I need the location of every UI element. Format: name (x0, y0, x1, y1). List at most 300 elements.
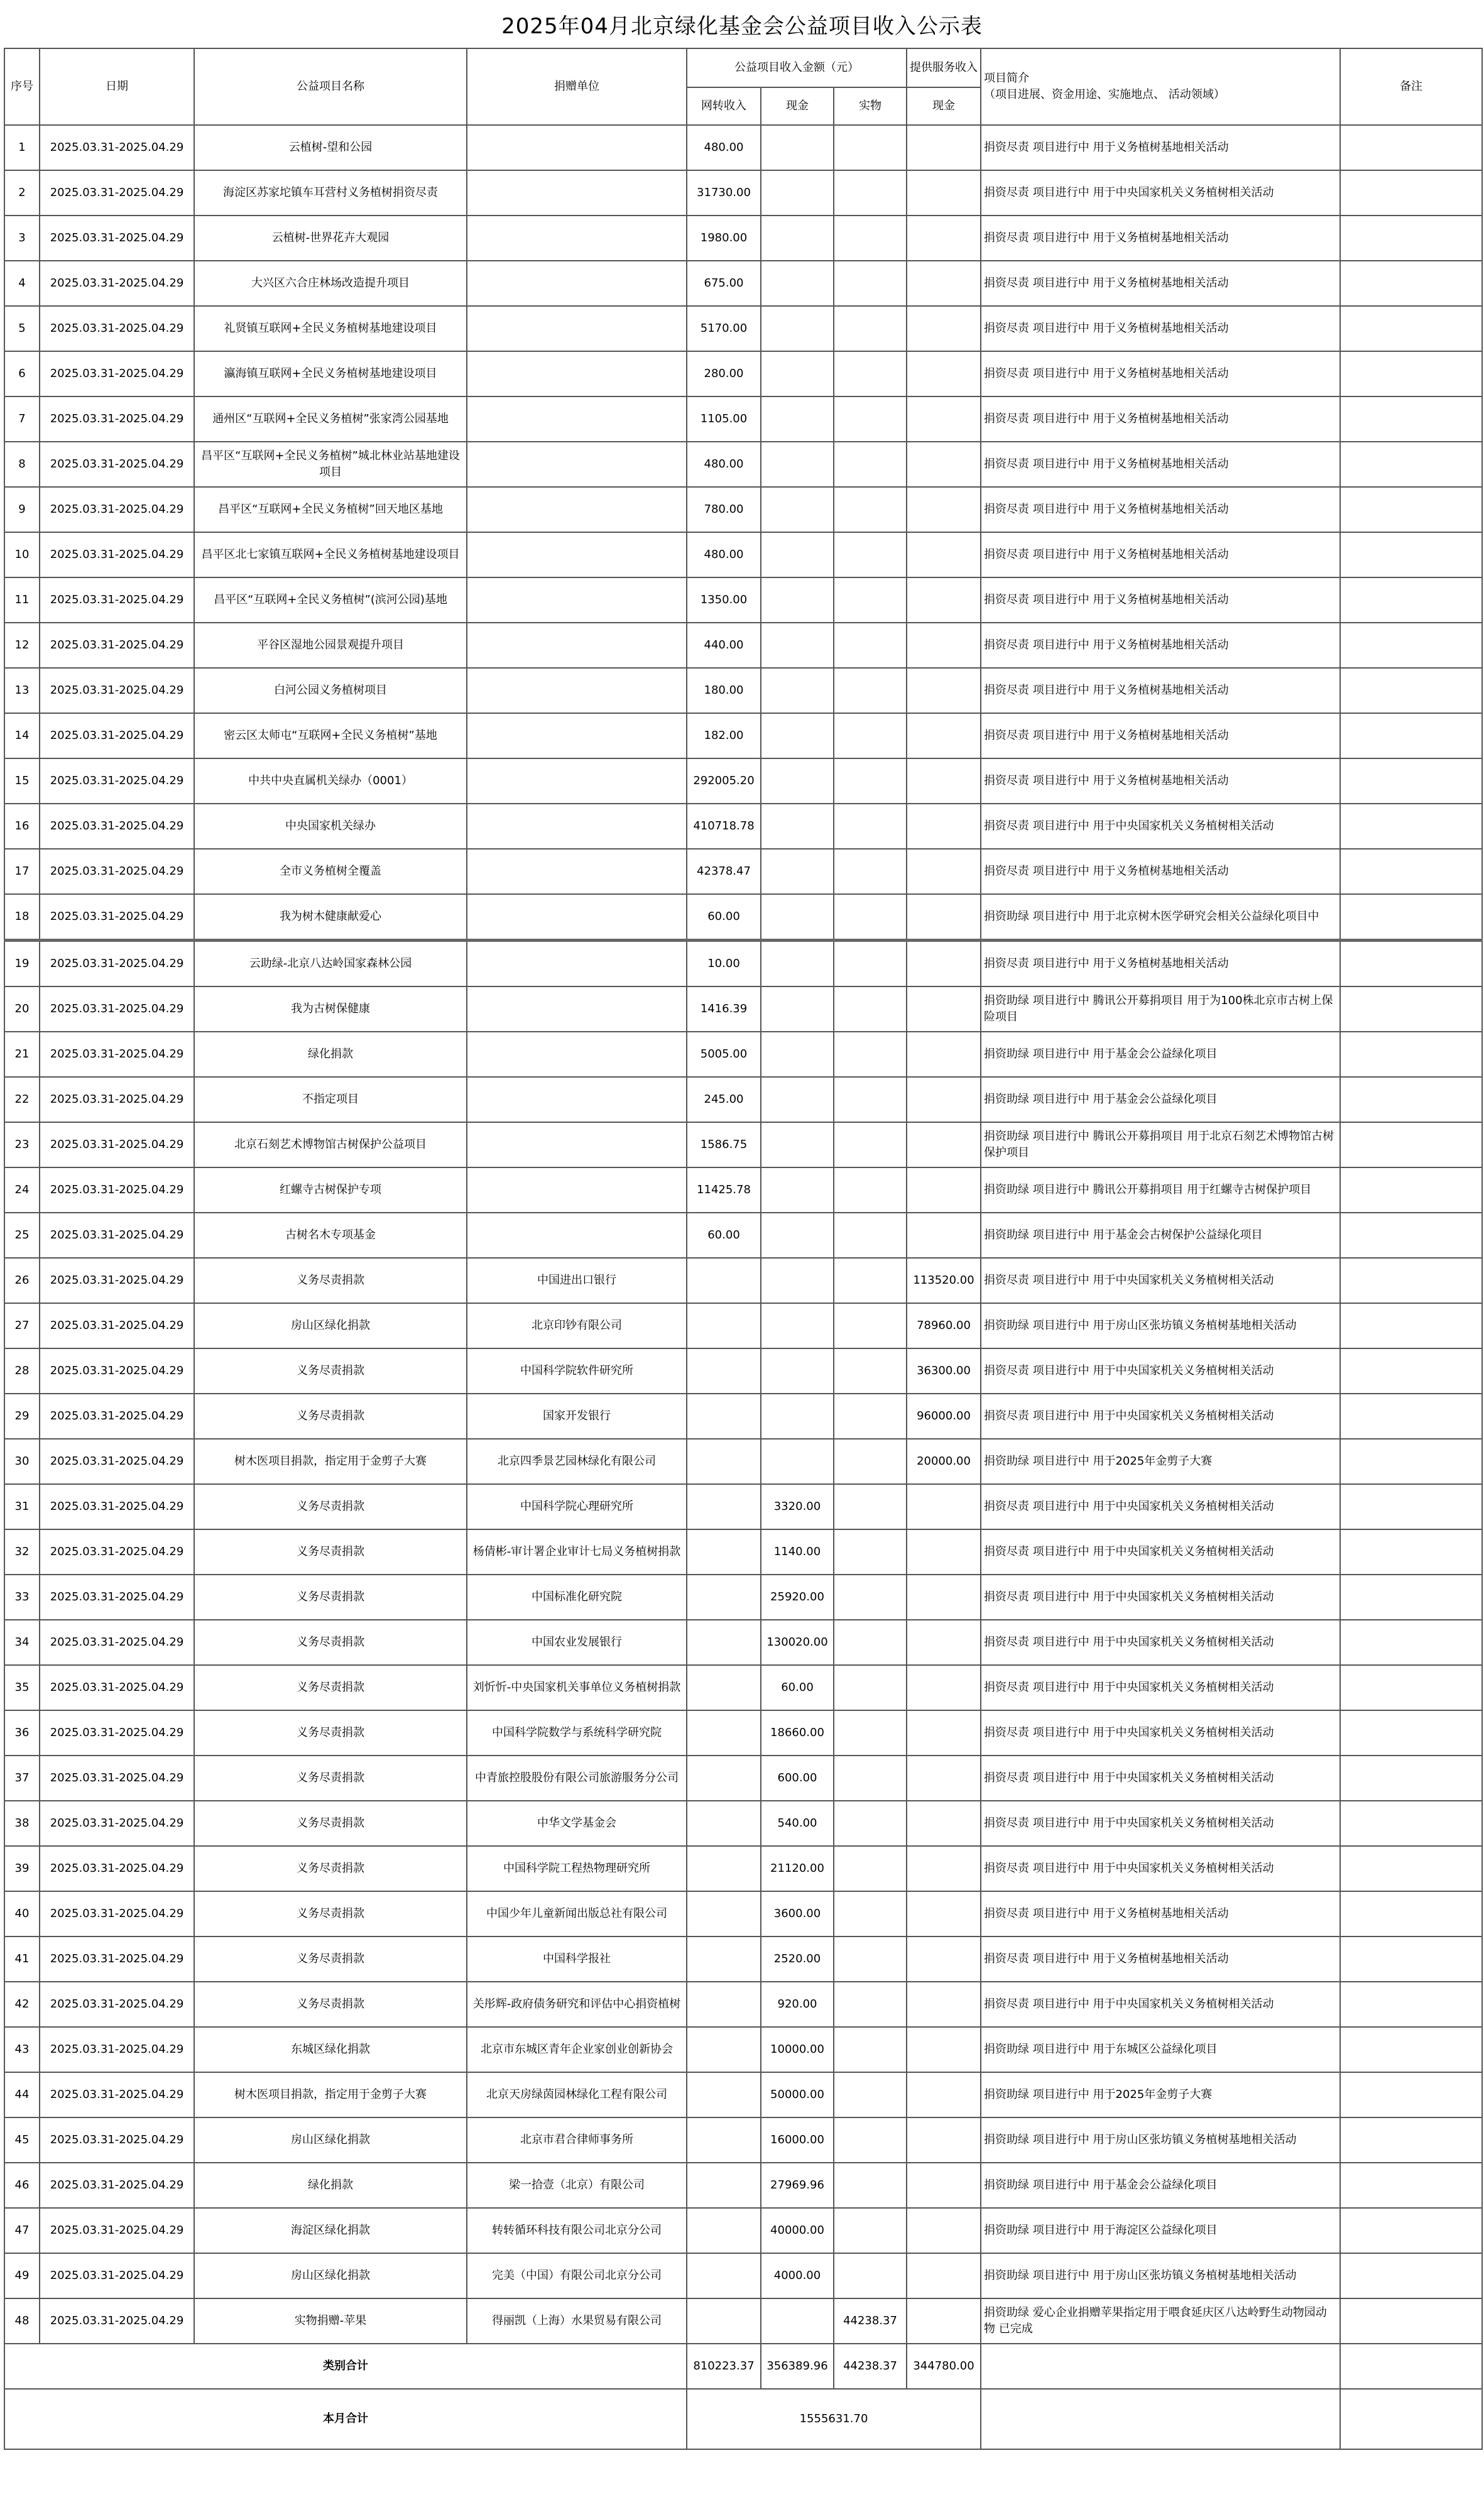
cell-online: 410718.78 (687, 804, 761, 849)
cell-remark (1340, 2117, 1482, 2163)
cell-donor (467, 577, 687, 623)
cell-goods (834, 261, 907, 306)
cell-description: 捐资尽责 项目进行中 用于中央国家机关义务植树相关活动 (981, 1258, 1340, 1303)
cell-service: 78960.00 (907, 1303, 981, 1348)
cell-date: 2025.03.31-2025.04.29 (40, 261, 194, 306)
cell-seq: 13 (4, 668, 40, 713)
cell-date: 2025.03.31-2025.04.29 (40, 623, 194, 668)
cell-goods (834, 1891, 907, 1937)
cell-donor (467, 894, 687, 941)
cell-online (687, 2117, 761, 2163)
cell-online (687, 1846, 761, 1891)
cell-cash (761, 216, 834, 261)
cell-cash (761, 1258, 834, 1303)
cell-cash (761, 1077, 834, 1122)
cell-online: 5005.00 (687, 1032, 761, 1077)
cell-cash (761, 396, 834, 442)
cell-date: 2025.03.31-2025.04.29 (40, 894, 194, 941)
header-description (981, 48, 1340, 125)
cell-cash (761, 1213, 834, 1258)
cell-description: 捐资尽责 项目进行中 用于中央国家机关义务植树相关活动 (981, 1756, 1340, 1801)
cell-goods (834, 986, 907, 1032)
cell-date: 2025.03.31-2025.04.29 (40, 1394, 194, 1439)
cell-seq: 20 (4, 986, 40, 1032)
cell-remark (1340, 2072, 1482, 2117)
cell-remark (1340, 1077, 1482, 1122)
cell-date: 2025.03.31-2025.04.29 (40, 125, 194, 170)
cell-goods (834, 2117, 907, 2163)
cell-online (687, 1937, 761, 1982)
cell-donor (467, 532, 687, 577)
cell-online: 11425.78 (687, 1167, 761, 1213)
cell-online (687, 1710, 761, 1756)
cell-description: 捐资尽责 项目进行中 用于义务植树基地相关活动 (981, 396, 1340, 442)
cell-cash: 3320.00 (761, 1484, 834, 1529)
cell-project: 树木医项目捐款，指定用于金剪子大赛 (194, 2072, 467, 2117)
cell-date: 2025.03.31-2025.04.29 (40, 1891, 194, 1937)
table-row (4, 1303, 1482, 1348)
cell-project: 房山区绿化捐款 (194, 2253, 467, 2298)
cell-service (907, 2027, 981, 2072)
cell-project: 义务尽责捐款 (194, 1937, 467, 1982)
cell-seq: 32 (4, 1529, 40, 1575)
cell-date: 2025.03.31-2025.04.29 (40, 1303, 194, 1348)
cell-project: 古树名木专项基金 (194, 1213, 467, 1258)
cell-description: 捐资尽责 项目进行中 用于义务植树基地相关活动 (981, 713, 1340, 758)
cell-cash: 2520.00 (761, 1937, 834, 1982)
cell-project: 礼贤镇互联网+全民义务植树基地建设项目 (194, 306, 467, 351)
cell-cash (761, 170, 834, 216)
category-total-label: 类别合计 (4, 2344, 687, 2389)
cell-online: 10.00 (687, 941, 761, 987)
cell-cash: 920.00 (761, 1982, 834, 2027)
cell-project: 义务尽责捐款 (194, 1801, 467, 1846)
cell-online (687, 1756, 761, 1801)
cell-service (907, 442, 981, 487)
cell-remark (1340, 261, 1482, 306)
cell-project: 义务尽责捐款 (194, 1484, 467, 1529)
cell-cash: 600.00 (761, 1756, 834, 1801)
cell-seq: 37 (4, 1756, 40, 1801)
cell-donor: 北京印钞有限公司 (467, 1303, 687, 1348)
cell-service: 96000.00 (907, 1394, 981, 1439)
cell-goods (834, 1846, 907, 1891)
cell-seq: 23 (4, 1122, 40, 1167)
cell-description: 捐资尽责 项目进行中 用于义务植树基地相关活动 (981, 125, 1340, 170)
cell-remark (1340, 1122, 1482, 1167)
cell-donor (467, 1122, 687, 1167)
table-row (4, 986, 1482, 1032)
cell-project: 树木医项目捐款，指定用于金剪子大赛 (194, 1439, 467, 1484)
table-row (4, 1077, 1482, 1122)
cell-seq: 41 (4, 1937, 40, 1982)
cell-seq: 9 (4, 487, 40, 532)
cell-seq: 28 (4, 1348, 40, 1394)
cell-cash (761, 2298, 834, 2344)
cell-date: 2025.03.31-2025.04.29 (40, 396, 194, 442)
category-total-desc (981, 2344, 1340, 2389)
cell-project: 绿化捐款 (194, 2163, 467, 2208)
cell-online: 280.00 (687, 351, 761, 396)
cell-donor: 中华文学基金会 (467, 1801, 687, 1846)
cell-cash: 60.00 (761, 1665, 834, 1710)
cell-cash (761, 125, 834, 170)
cell-seq: 27 (4, 1303, 40, 1348)
header-date: 日期 (40, 48, 194, 125)
cell-goods (834, 1529, 907, 1575)
cell-seq: 38 (4, 1801, 40, 1846)
table-row (4, 532, 1482, 577)
table-row (4, 577, 1482, 623)
cell-date: 2025.03.31-2025.04.29 (40, 1348, 194, 1394)
cell-goods (834, 623, 907, 668)
header-row-1 (4, 48, 1482, 87)
table-row (4, 2253, 1482, 2298)
cell-service (907, 1529, 981, 1575)
cell-seq: 39 (4, 1846, 40, 1891)
cell-cash (761, 941, 834, 987)
cell-donor (467, 1213, 687, 1258)
header-seq: 序号 (4, 48, 40, 125)
cell-seq: 6 (4, 351, 40, 396)
cell-online: 60.00 (687, 1213, 761, 1258)
cell-date: 2025.03.31-2025.04.29 (40, 1710, 194, 1756)
cell-project: 中共中央直属机关绿办（0001） (194, 758, 467, 804)
cell-seq: 1 (4, 125, 40, 170)
cell-online: 31730.00 (687, 170, 761, 216)
cell-cash: 50000.00 (761, 2072, 834, 2117)
cell-date: 2025.03.31-2025.04.29 (40, 2027, 194, 2072)
cell-goods (834, 2027, 907, 2072)
cell-description: 捐资尽责 项目进行中 用于中央国家机关义务植树相关活动 (981, 1394, 1340, 1439)
category-total-cash: 356389.96 (761, 2344, 834, 2389)
cell-donor: 杨倩彬-审计署企业审计七局义务植树捐款 (467, 1529, 687, 1575)
cell-project: 白河公园义务植树项目 (194, 668, 467, 713)
cell-seq: 19 (4, 941, 40, 987)
cell-description: 捐资助绿 项目进行中 用于基金会公益绿化项目 (981, 1077, 1340, 1122)
cell-remark (1340, 1032, 1482, 1077)
cell-date: 2025.03.31-2025.04.29 (40, 532, 194, 577)
cell-cash: 540.00 (761, 1801, 834, 1846)
cell-goods (834, 487, 907, 532)
cell-donor (467, 261, 687, 306)
cell-goods (834, 442, 907, 487)
table-row (4, 1484, 1482, 1529)
cell-donor (467, 125, 687, 170)
cell-date: 2025.03.31-2025.04.29 (40, 170, 194, 216)
cell-project: 北京石刻艺术博物馆古树保护公益项目 (194, 1122, 467, 1167)
cell-remark (1340, 1258, 1482, 1303)
cell-cash (761, 442, 834, 487)
cell-remark (1340, 1665, 1482, 1710)
cell-project: 实物捐赠-苹果 (194, 2298, 467, 2344)
cell-service (907, 804, 981, 849)
cell-seq: 2 (4, 170, 40, 216)
table-row (4, 1348, 1482, 1394)
cell-cash: 1140.00 (761, 1529, 834, 1575)
cell-project: 云植树-望和公园 (194, 125, 467, 170)
cell-seq: 44 (4, 2072, 40, 2117)
cell-online (687, 1801, 761, 1846)
cell-online: 180.00 (687, 668, 761, 713)
cell-description: 捐资尽责 项目进行中 用于义务植树基地相关活动 (981, 849, 1340, 894)
table-row (4, 351, 1482, 396)
cell-seq: 5 (4, 306, 40, 351)
cell-description: 捐资尽责 项目进行中 用于中央国家机关义务植树相关活动 (981, 1529, 1340, 1575)
cell-goods (834, 713, 907, 758)
category-total-online: 810223.37 (687, 2344, 761, 2389)
cell-goods (834, 2163, 907, 2208)
cell-description: 捐资尽责 项目进行中 用于义务植树基地相关活动 (981, 442, 1340, 487)
cell-description: 捐资尽责 项目进行中 用于义务植树基地相关活动 (981, 1937, 1340, 1982)
cell-remark (1340, 1213, 1482, 1258)
table-row (4, 1529, 1482, 1575)
cell-service (907, 1801, 981, 1846)
cell-service (907, 894, 981, 941)
cell-date: 2025.03.31-2025.04.29 (40, 1258, 194, 1303)
cell-date: 2025.03.31-2025.04.29 (40, 1801, 194, 1846)
table-row (4, 2027, 1482, 2072)
cell-remark (1340, 894, 1482, 941)
header-income-group: 公益项目收入金额（元） (687, 48, 907, 87)
table-row (4, 1258, 1482, 1303)
cell-date: 2025.03.31-2025.04.29 (40, 2072, 194, 2117)
table-row (4, 1439, 1482, 1484)
cell-cash: 10000.00 (761, 2027, 834, 2072)
cell-seq: 29 (4, 1394, 40, 1439)
cell-online (687, 2027, 761, 2072)
cell-description: 捐资助绿 项目进行中 用于2025年金剪子大赛 (981, 2072, 1340, 2117)
table-row (4, 125, 1482, 170)
cell-project: 义务尽责捐款 (194, 1529, 467, 1575)
cell-seq: 49 (4, 2253, 40, 2298)
cell-service (907, 1213, 981, 1258)
cell-project: 不指定项目 (194, 1077, 467, 1122)
cell-description: 捐资助绿 项目进行中 用于海淀区公益绿化项目 (981, 2208, 1340, 2253)
cell-goods (834, 668, 907, 713)
cell-online: 1350.00 (687, 577, 761, 623)
cell-seq: 36 (4, 1710, 40, 1756)
cell-project: 房山区绿化捐款 (194, 2117, 467, 2163)
cell-remark (1340, 1439, 1482, 1484)
cell-cash (761, 577, 834, 623)
cell-description: 捐资助绿 项目进行中 用于东城区公益绿化项目 (981, 2027, 1340, 2072)
cell-description: 捐资尽责 项目进行中 用于中央国家机关义务植树相关活动 (981, 170, 1340, 216)
cell-donor: 北京市君合律师事务所 (467, 2117, 687, 2163)
cell-donor (467, 986, 687, 1032)
cell-date: 2025.03.31-2025.04.29 (40, 1846, 194, 1891)
table-row (4, 1575, 1482, 1620)
cell-online (687, 1575, 761, 1620)
cell-project: 义务尽责捐款 (194, 1348, 467, 1394)
cell-description: 捐资助绿 爱心企业捐赠苹果指定用于喂食延庆区八达岭野生动物园动物 已完成 (981, 2298, 1340, 2344)
cell-project: 义务尽责捐款 (194, 1665, 467, 1710)
cell-date: 2025.03.31-2025.04.29 (40, 1982, 194, 2027)
cell-donor (467, 849, 687, 894)
cell-remark (1340, 2027, 1482, 2072)
cell-remark (1340, 804, 1482, 849)
cell-online (687, 1620, 761, 1665)
cell-description: 捐资尽责 项目进行中 用于中央国家机关义务植树相关活动 (981, 1620, 1340, 1665)
cell-description: 捐资尽责 项目进行中 用于义务植树基地相关活动 (981, 758, 1340, 804)
cell-goods (834, 1937, 907, 1982)
cell-remark (1340, 1846, 1482, 1891)
cell-donor (467, 170, 687, 216)
cell-service (907, 1167, 981, 1213)
cell-goods (834, 1258, 907, 1303)
cell-remark (1340, 941, 1482, 987)
cell-goods: 44238.37 (834, 2298, 907, 2344)
cell-goods (834, 1982, 907, 2027)
cell-seq: 31 (4, 1484, 40, 1529)
cell-online (687, 1348, 761, 1394)
cell-seq: 8 (4, 442, 40, 487)
cell-goods (834, 532, 907, 577)
cell-cash (761, 261, 834, 306)
table-row (4, 1756, 1482, 1801)
cell-project: 义务尽责捐款 (194, 1756, 467, 1801)
cell-remark (1340, 577, 1482, 623)
cell-remark (1340, 2163, 1482, 2208)
cell-remark (1340, 2253, 1482, 2298)
cell-goods (834, 2208, 907, 2253)
cell-description: 捐资助绿 项目进行中 腾讯公开募捐项目 用于北京石刻艺术博物馆古树保护项目 (981, 1122, 1340, 1167)
cell-goods (834, 894, 907, 941)
cell-donor: 中青旅控股股份有限公司旅游服务分公司 (467, 1756, 687, 1801)
cell-donor: 中国标准化研究院 (467, 1575, 687, 1620)
cell-cash (761, 487, 834, 532)
cell-donor: 得丽凯（上海）水果贸易有限公司 (467, 2298, 687, 2344)
cell-date: 2025.03.31-2025.04.29 (40, 1167, 194, 1213)
cell-online: 1980.00 (687, 216, 761, 261)
cell-remark (1340, 1394, 1482, 1439)
cell-online: 292005.20 (687, 758, 761, 804)
cell-cash: 21120.00 (761, 1846, 834, 1891)
cell-donor: 转转循环科技有限公司北京分公司 (467, 2208, 687, 2253)
cell-cash (761, 1394, 834, 1439)
cell-online: 440.00 (687, 623, 761, 668)
table-row (4, 1032, 1482, 1077)
cell-donor: 中国科学院软件研究所 (467, 1348, 687, 1394)
month-total-remark (1340, 2389, 1482, 2449)
cell-date: 2025.03.31-2025.04.29 (40, 1756, 194, 1801)
table-row (4, 1801, 1482, 1846)
cell-cash (761, 1303, 834, 1348)
cell-description: 捐资助绿 项目进行中 用于基金会古树保护公益绿化项目 (981, 1213, 1340, 1258)
cell-date: 2025.03.31-2025.04.29 (40, 941, 194, 987)
cell-goods (834, 1213, 907, 1258)
table-row (4, 261, 1482, 306)
cell-remark (1340, 2208, 1482, 2253)
cell-remark (1340, 1575, 1482, 1620)
cell-service (907, 758, 981, 804)
cell-donor (467, 941, 687, 987)
cell-service (907, 986, 981, 1032)
header-description-sub: （项目进展、资金用途、实施地点、 活动领域） (984, 88, 1225, 101)
cell-seq: 14 (4, 713, 40, 758)
cell-date: 2025.03.31-2025.04.29 (40, 2208, 194, 2253)
cell-seq: 21 (4, 1032, 40, 1077)
table-row (4, 396, 1482, 442)
cell-description: 捐资尽责 项目进行中 用于义务植树基地相关活动 (981, 1891, 1340, 1937)
cell-remark (1340, 532, 1482, 577)
cell-project: 义务尽责捐款 (194, 1620, 467, 1665)
cell-service (907, 351, 981, 396)
cell-online (687, 1394, 761, 1439)
cell-service (907, 2298, 981, 2344)
cell-project: 昌平区北七家镇互联网+全民义务植树基地建设项目 (194, 532, 467, 577)
cell-service: 20000.00 (907, 1439, 981, 1484)
table-row (4, 1891, 1482, 1937)
cell-goods (834, 1077, 907, 1122)
cell-online (687, 1484, 761, 1529)
table-row (4, 2163, 1482, 2208)
cell-donor (467, 758, 687, 804)
table-row (4, 1167, 1482, 1213)
table-row (4, 1665, 1482, 1710)
category-total-service: 344780.00 (907, 2344, 981, 2389)
cell-description: 捐资助绿 项目进行中 用于基金会公益绿化项目 (981, 2163, 1340, 2208)
cell-date: 2025.03.31-2025.04.29 (40, 849, 194, 894)
cell-date: 2025.03.31-2025.04.29 (40, 306, 194, 351)
header-remark: 备注 (1340, 48, 1482, 125)
cell-cash (761, 894, 834, 941)
cell-donor (467, 396, 687, 442)
header-description-title: 项目简介 (984, 72, 1030, 85)
cell-service (907, 125, 981, 170)
cell-goods (834, 1484, 907, 1529)
cell-date: 2025.03.31-2025.04.29 (40, 1032, 194, 1077)
table-row (4, 442, 1482, 487)
cell-donor (467, 713, 687, 758)
cell-service (907, 1937, 981, 1982)
cell-service (907, 1710, 981, 1756)
cell-seq: 11 (4, 577, 40, 623)
cell-remark (1340, 1303, 1482, 1348)
cell-donor: 中国科学院数学与系统科学研究院 (467, 1710, 687, 1756)
cell-seq: 48 (4, 2298, 40, 2344)
cell-goods (834, 849, 907, 894)
cell-date: 2025.03.31-2025.04.29 (40, 2298, 194, 2344)
cell-remark (1340, 849, 1482, 894)
cell-remark (1340, 2298, 1482, 2344)
cell-description: 捐资尽责 项目进行中 用于义务植树基地相关活动 (981, 306, 1340, 351)
cell-online (687, 2208, 761, 2253)
cell-goods (834, 1439, 907, 1484)
cell-service (907, 941, 981, 987)
cell-service (907, 1846, 981, 1891)
cell-goods (834, 306, 907, 351)
cell-description: 捐资助绿 项目进行中 腾讯公开募捐项目 用于红螺寺古树保护项目 (981, 1167, 1340, 1213)
cell-donor: 中国科学报社 (467, 1937, 687, 1982)
cell-service (907, 2208, 981, 2253)
cell-goods (834, 804, 907, 849)
header-service-cash: 现金 (907, 87, 981, 125)
cell-cash (761, 758, 834, 804)
category-total-remark (1340, 2344, 1482, 2389)
cell-service (907, 1032, 981, 1077)
cell-online: 60.00 (687, 894, 761, 941)
cell-remark (1340, 1937, 1482, 1982)
cell-goods (834, 1620, 907, 1665)
cell-seq: 30 (4, 1439, 40, 1484)
cell-date: 2025.03.31-2025.04.29 (40, 713, 194, 758)
cell-project: 昌平区“互联网+全民义务植树”城北林业站基地建设项目 (194, 442, 467, 487)
cell-service: 113520.00 (907, 1258, 981, 1303)
cell-online: 1416.39 (687, 986, 761, 1032)
cell-online: 245.00 (687, 1077, 761, 1122)
cell-seq: 26 (4, 1258, 40, 1303)
